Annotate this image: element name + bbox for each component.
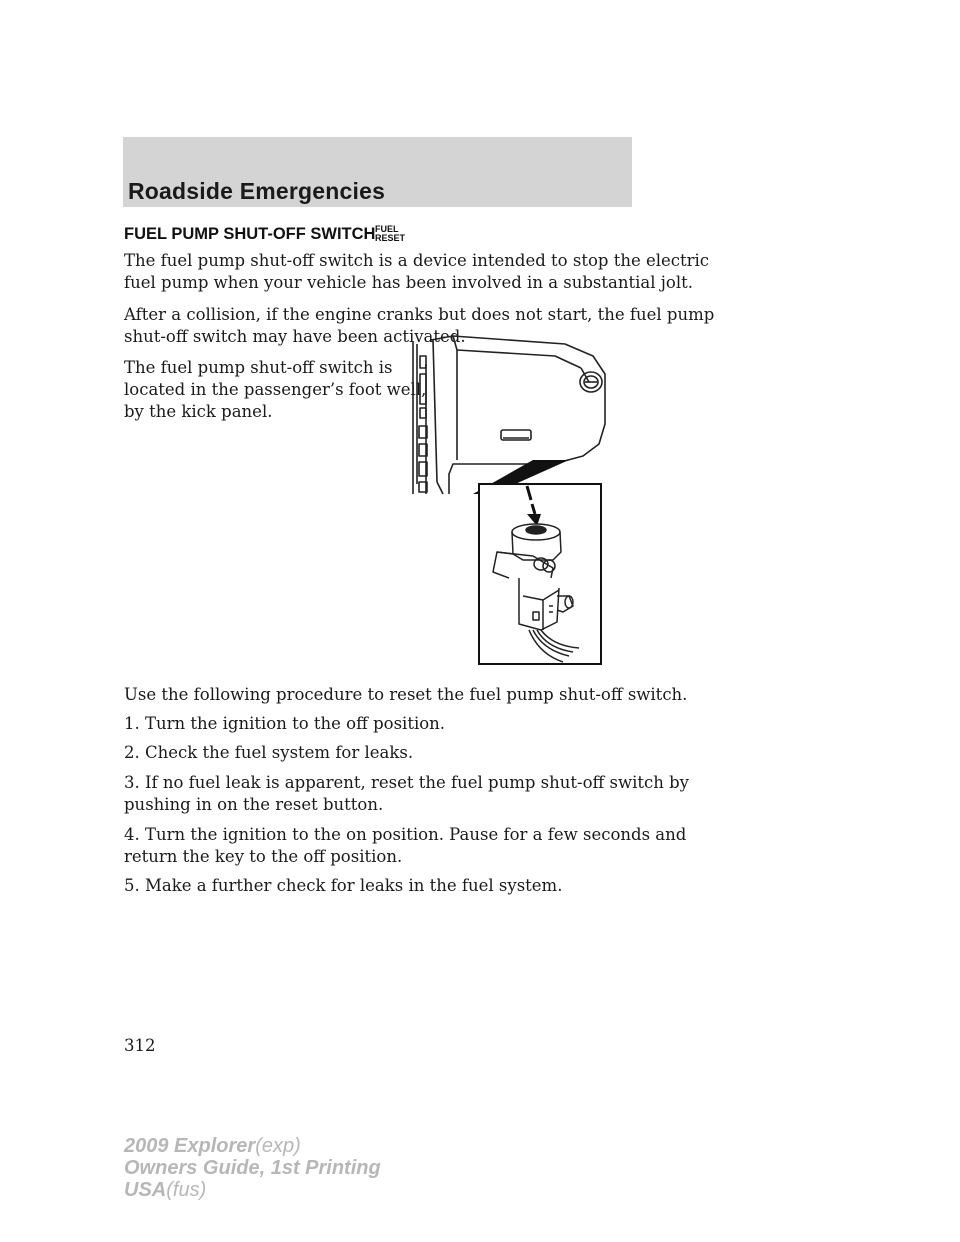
step-item: 1. Turn the ignition to the off position. [124, 714, 446, 733]
paragraph-line: Use the following procedure to reset the fuel pump shut-off switch. [124, 685, 688, 704]
footer-model-code: (exp) [255, 1135, 301, 1157]
paragraph-line: After a collision, if the engine cranks but does not start, the fuel pump [124, 305, 715, 324]
step-item-continuation: pushing in on the reset button. [124, 795, 384, 814]
dashboard-drawing [413, 336, 605, 494]
paragraph-line: The fuel pump shut-off switch is a device intended to stop the electric [124, 251, 710, 270]
paragraph-line: by the kick panel. [124, 402, 273, 421]
paragraph-line: located in the passenger’s foot well, [124, 380, 427, 399]
paragraph-line: fuel pump when your vehicle has been involved in a substantial jolt. [124, 273, 693, 292]
footer-line-guide: Owners Guide, 1st Printing [124, 1157, 381, 1179]
step-item: 3. If no fuel leak is apparent, reset the fuel pump shut-off switch by [124, 773, 690, 792]
section-heading: FUEL PUMP SHUT-OFF SWITCH [124, 225, 376, 243]
fuel-switch-illustration [393, 334, 615, 666]
step-item-continuation: return the key to the off position. [124, 847, 403, 866]
paragraph-line: shut-off switch may have been activated. [124, 327, 466, 346]
footer-market: USA [124, 1179, 167, 1201]
footer-line-market [124, 1180, 206, 1200]
paragraph-line: The fuel pump shut-off switch is [124, 358, 393, 377]
footer-model: 2009 Explorer [124, 1135, 256, 1157]
badge-line-fuel: FUEL [375, 224, 399, 234]
badge-line-reset: RESET [375, 233, 406, 243]
page-number: 312 [124, 1036, 156, 1055]
footer-line-model [124, 1136, 301, 1156]
fuel-reset-badge [375, 225, 405, 243]
page-title: Roadside Emergencies [128, 178, 386, 204]
footer-market-code: (fus) [166, 1179, 207, 1201]
step-item: 4. Turn the ignition to the on position. Pause for a few seconds and [124, 825, 687, 844]
step-item: 5. Make a further check for leaks in the fuel system. [124, 876, 563, 895]
step-item: 2. Check the fuel system for leaks. [124, 743, 414, 762]
